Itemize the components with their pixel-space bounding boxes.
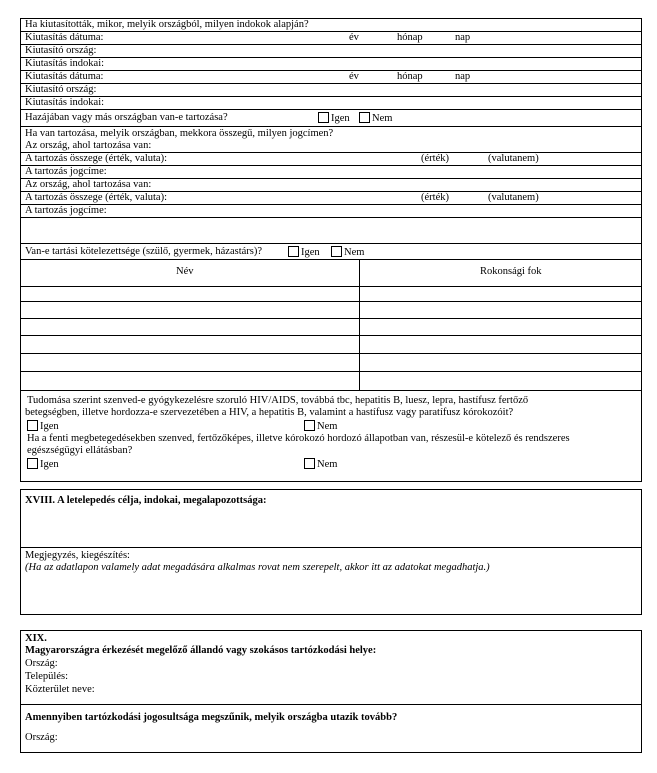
no-label: Nem	[317, 421, 338, 432]
debt-question: Hazájában vagy más országban van-e tartozása?	[25, 112, 228, 123]
dependents-table-row[interactable]	[21, 319, 641, 336]
notes-field[interactable]	[21, 576, 641, 614]
month-label: hónap	[397, 32, 423, 43]
no-label: Nem	[372, 113, 393, 124]
expulsion-reasons-label: Kiutasítás indokai:	[25, 58, 105, 69]
yes-label: Igen	[301, 247, 320, 258]
residence-street-label[interactable]: Közterület neve:	[25, 684, 95, 695]
dependents-table-row[interactable]	[21, 354, 641, 372]
maintenance-question-row	[21, 244, 641, 260]
residence-block	[21, 631, 641, 705]
value-label: (érték)	[421, 153, 449, 164]
debt-country-label: Az ország, ahol tartozása van:	[25, 179, 152, 190]
maintenance-yes-checkbox[interactable]	[288, 246, 299, 257]
expulsion-question: Ha kiutasították, mikor, melyik országból, milyen indokok alapján?	[25, 19, 309, 30]
expulsion-date-row-1[interactable]	[21, 32, 641, 45]
care-question-line2: egészségügyi ellátásban?	[27, 445, 133, 456]
debt-details-question: Ha van tartozása, melyik országban, mekkora összegű, milyen jogcímen?	[25, 128, 334, 139]
residence-settlement-label[interactable]: Település:	[25, 671, 68, 682]
yes-label: Igen	[331, 113, 350, 124]
yes-label: Igen	[40, 459, 59, 470]
relation-column-header: Rokonsági fok	[480, 266, 542, 277]
expelling-country-label: Kiutasító ország:	[25, 45, 97, 56]
main-form-section	[20, 18, 642, 482]
maintenance-no-checkbox[interactable]	[331, 246, 342, 257]
expulsion-reasons-row-2[interactable]	[21, 97, 641, 110]
notes-label: Megjegyzés, kiegészítés:	[25, 550, 130, 561]
year-label: év	[349, 32, 359, 43]
name-column-header: Név	[176, 266, 194, 277]
maintenance-no-option[interactable]	[331, 246, 364, 259]
day-label: nap	[455, 32, 471, 43]
maintenance-yes-option[interactable]	[288, 246, 320, 259]
dependents-table-row[interactable]	[21, 302, 641, 319]
debt-question-row	[21, 110, 641, 127]
notes-hint: (Ha az adatlapon valamely adat megadására alkalmas rovat nem szerepelt, akkor itt az adatokat megadhatja.)	[25, 562, 490, 573]
disease-no-option[interactable]	[304, 420, 337, 433]
debt-amount-row-1[interactable]	[21, 153, 641, 166]
disease-no-checkbox[interactable]	[304, 420, 315, 431]
dependents-column-divider	[359, 260, 360, 391]
no-label: Nem	[317, 459, 338, 470]
blank-row[interactable]	[21, 218, 641, 244]
disease-question-block	[21, 391, 641, 483]
care-yes-option[interactable]	[27, 458, 59, 471]
disease-yes-checkbox[interactable]	[27, 420, 38, 431]
expulsion-date-label: Kiutasítás dátuma:	[25, 32, 104, 43]
currency-label: (valutanem)	[488, 153, 539, 164]
care-no-option[interactable]	[304, 458, 337, 471]
expelling-country-row-2[interactable]	[21, 84, 641, 97]
care-question-line1: Ha a fenti megbetegedésekben szenved, fertőzőképes, illetve kórokozó hordozó állapotban van, részesül-e kötelező és rendszeres	[27, 433, 570, 444]
debt-title-label: A tartozás jogcíme:	[25, 166, 107, 177]
currency-label: (valutanem)	[488, 192, 539, 203]
yes-label: Igen	[40, 421, 59, 432]
care-yes-checkbox[interactable]	[27, 458, 38, 469]
section-xix-number: XIX.	[25, 633, 47, 644]
debt-title-row-2[interactable]	[21, 205, 641, 218]
maintenance-question: Van-e tartási kötelezettsége (szülő, gyermek, házastárs)?	[25, 246, 263, 257]
debt-country-label: Az ország, ahol tartozása van:	[25, 140, 152, 151]
expulsion-reasons-label: Kiutasítás indokai:	[25, 97, 105, 108]
section-xix-title: Magyarországra érkezését megelőző állandó vagy szokásos tartózkodási helye:	[25, 645, 377, 656]
debt-title-label: A tartozás jogcíme:	[25, 205, 107, 216]
debt-title-row-1[interactable]	[21, 166, 641, 179]
dependents-table-header	[21, 260, 641, 287]
no-label: Nem	[344, 247, 365, 258]
debt-no-option[interactable]	[359, 112, 392, 125]
value-label: (érték)	[421, 192, 449, 203]
expelling-country-row-1[interactable]	[21, 45, 641, 58]
expulsion-question-row	[21, 19, 641, 32]
residence-country-label[interactable]: Ország:	[25, 658, 58, 669]
debt-details-block	[21, 127, 641, 153]
dependents-table-row[interactable]	[21, 336, 641, 354]
expulsion-reasons-row-1[interactable]	[21, 58, 641, 71]
settlement-purpose-row[interactable]	[21, 490, 641, 548]
debt-amount-label: A tartozás összege (érték, valuta):	[25, 153, 167, 164]
dependents-table-row[interactable]	[21, 287, 641, 302]
month-label: hónap	[397, 71, 423, 82]
disease-question-line2: betegségben, illetve hordozza-e szervezetében a HIV, a hepatitis B, valamint a hastífusz vagy paratífusz kórokozóit?	[25, 407, 514, 418]
debt-yes-option[interactable]	[318, 112, 350, 125]
section-xviii	[20, 489, 642, 615]
debt-country-row-2[interactable]	[21, 179, 641, 192]
debt-yes-checkbox[interactable]	[318, 112, 329, 123]
debt-amount-row-2[interactable]	[21, 192, 641, 205]
debt-amount-label: A tartozás összege (érték, valuta):	[25, 192, 167, 203]
expulsion-date-label: Kiutasítás dátuma:	[25, 71, 104, 82]
section-xix	[20, 630, 642, 753]
debt-no-checkbox[interactable]	[359, 112, 370, 123]
day-label: nap	[455, 71, 471, 82]
expelling-country-label: Kiutasító ország:	[25, 84, 97, 95]
year-label: év	[349, 71, 359, 82]
disease-yes-option[interactable]	[27, 420, 59, 433]
onward-country-label[interactable]: Ország:	[25, 732, 58, 743]
care-no-checkbox[interactable]	[304, 458, 315, 469]
section-xviii-title: XVIII. A letelepedés célja, indokai, megalapozottsága:	[25, 495, 267, 506]
expulsion-date-row-2[interactable]	[21, 71, 641, 84]
onward-question: Amennyiben tartózkodási jogosultsága megszűnik, melyik országba utazik tovább?	[25, 712, 398, 723]
dependents-table-row[interactable]	[21, 372, 641, 391]
disease-question-line1: Tudomása szerint szenved-e gyógykezelésre szoruló HIV/AIDS, továbbá tbc, hepatitis B, luesz, lepra, hastífusz fertőző	[27, 395, 529, 406]
